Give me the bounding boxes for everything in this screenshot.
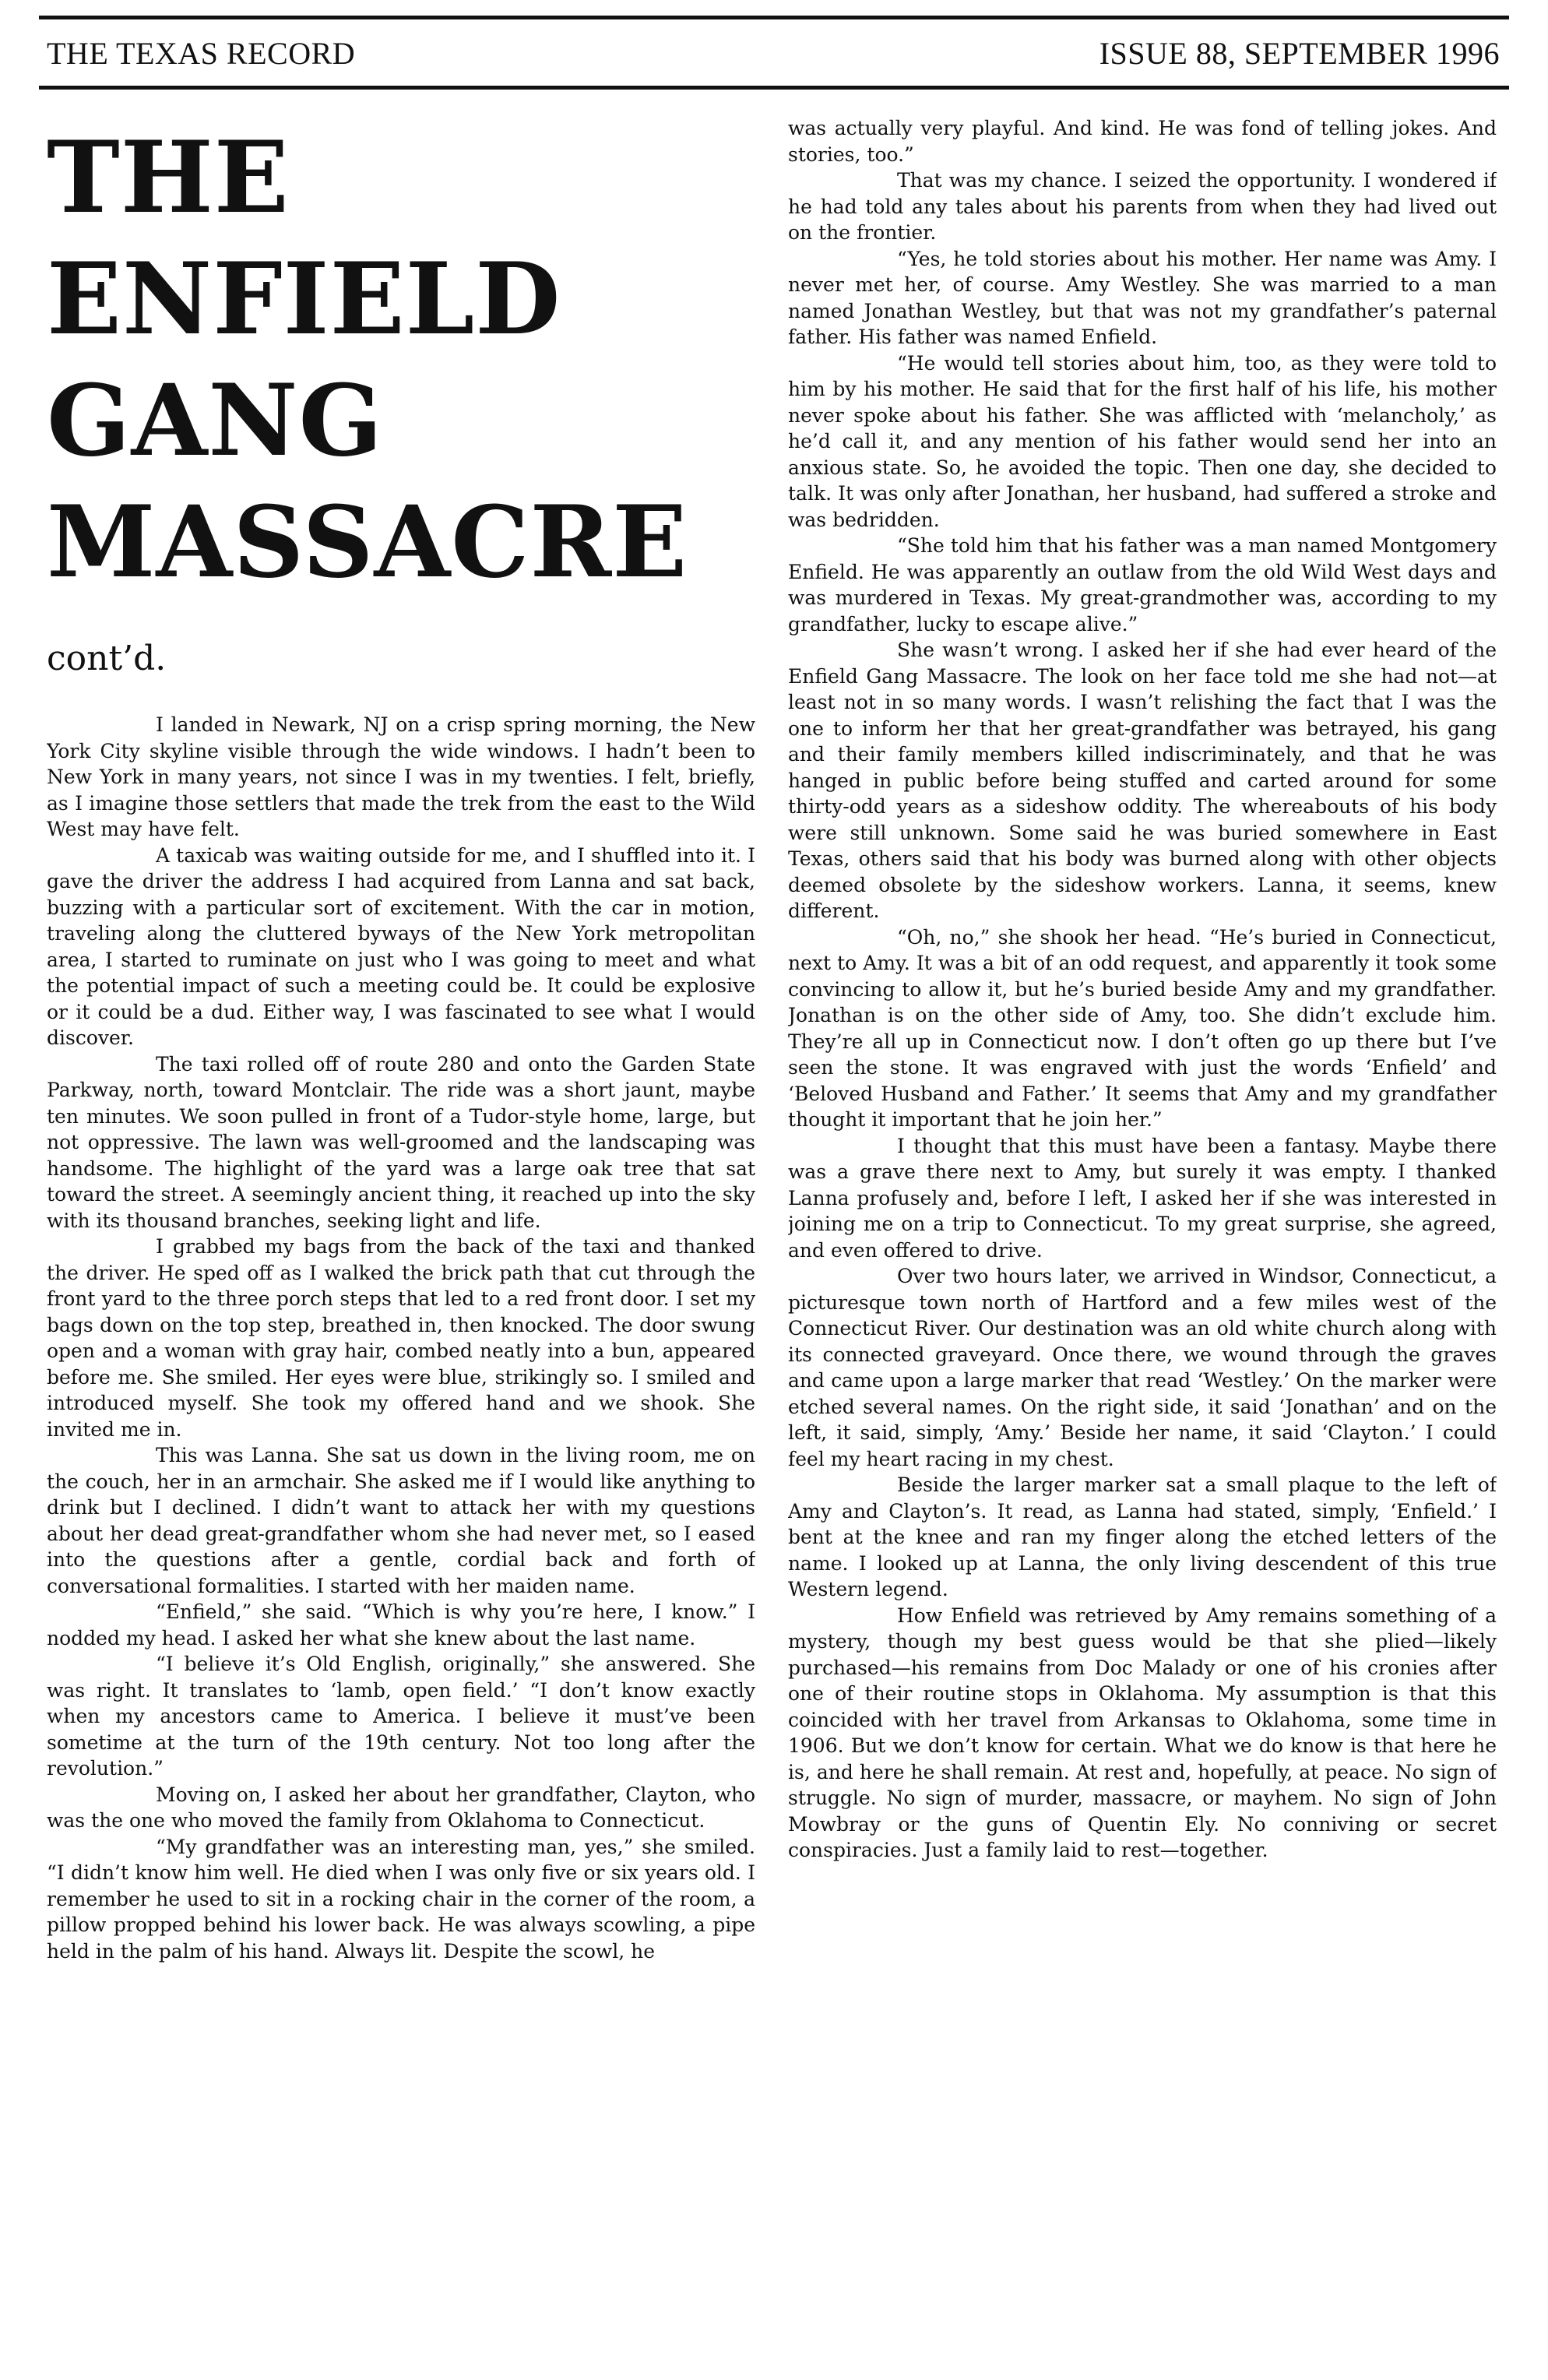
article-headline: THE ENFIELD GANG MASSACRE	[47, 120, 688, 600]
article-paragraph: She wasn’t wrong. I asked her if she had ever heard of the Enfield Gang Massacre. The look on her face told me she had not—at least not in so many words. I wasn’t relishing the fact that I was the one to inform her that her great-grandfather was betrayed, his gang and their family members killed indiscriminately, and that he was hanged in public before being stuffed and carted around for some thirty-odd years as a sideshow oddity. The whereabouts of his body were still unknown. Some said he was buried somewhere in East Texas, others said that his body was burned along with other objects deemed obsolete by the sideshow workers. Lanna, it seems, knew different.	[788, 639, 1497, 922]
article-paragraph: “She told him that his father was a man named Montgomery Enfield. He was apparently an outlaw from the old Wild West days and was murdered in Texas. My great-grandmother was, according to my grandfather, lucky to escape alive.”	[788, 534, 1497, 635]
article-paragraph: The taxi rolled off of route 280 and onto the Garden State Parkway, north, toward Montclair. The ride was a short jaunt, maybe ten minutes. We soon pulled in front of a Tudor-style home, large, but not oppressive. The lawn was well-groomed and the landscaping was handsome. The highlight of the yard was a large oak tree that sat toward the street. A seemingly ancient thing, it reached up into the sky with its thousand branches, seeking light and life.	[47, 1052, 755, 1232]
article-paragraph: “I believe it’s Old English, originally,” she answered. She was right. It translates to ‘lamb, open field.’ “I don’t know exactly when my ancestors came to America. I believe it must’ve been sometime at the turn of the 19th century. Not too long after the revolution.”	[47, 1653, 755, 1780]
article-paragraph: “Oh, no,” she shook her head. “He’s buried in Connecticut, next to Amy. It was a bit of an odd request, and apparently it took some convincing to allow it, but he’s buried beside Amy and my grandfather. Jonathan is on the other side of Amy, too. She didn’t exclude him. They’re all up in Connecticut now. I don’t often go up there but I’ve seen the stone. It was engraved with just the words ‘Enfield’ and ‘Beloved Husband and Father.’ It seems that Amy and my grandfather thought it important that he join her.”	[788, 925, 1497, 1131]
article-paragraph: “He would tell stories about him, too, as they were told to him by his mother. He said that for the first half of his life, his mother never spoke about his father. She was afflicted with ‘melancholy,’ as he’d call it, and any mention of his father would send her into an anxious state. So, he avoided the topic. Then one day, she decided to talk. It was only after Jonathan, her husband, had suffered a stroke and was bedridden.	[788, 351, 1497, 531]
article-paragraph: That was my chance. I seized the opportunity. I wondered if he had told any tales about his parents from when they had lived out on the frontier.	[788, 169, 1497, 244]
article-paragraph: “Yes, he told stories about his mother. Her name was Amy. I never met her, of course. Amy Westley. She was married to a man named Jonathan Westley, but that was not my grandfather’s paternal father. His father was named Enfield.	[788, 247, 1497, 348]
masthead	[47, 28, 1500, 78]
publication-name: THE TEXAS RECORD	[47, 35, 356, 71]
article-paragraph: I grabbed my bags from the back of the taxi and thanked the driver. He sped off as I walked the brick path that cut through the front yard to the three porch steps that led to a red front door. I set my bags down on the top step, breathed in, then knocked. The door swung open and a woman with gray hair, combed neatly into a bun, appeared before me. She smiled. Her eyes were blue, strikingly so. I smiled and introduced myself. She took my offered hand and we shook. She invited me in.	[47, 1235, 755, 1441]
article-column-right	[788, 115, 1497, 2358]
article-paragraph: Moving on, I asked her about her grandfather, Clayton, who was the one who moved the family from Oklahoma to Connecticut.	[47, 1783, 755, 1832]
continued-label: cont’d.	[47, 639, 167, 678]
masthead-top-rule	[39, 16, 1509, 19]
article-paragraph: was actually very playful. And kind. He was fond of telling jokes. And stories, too.”	[788, 117, 1497, 166]
issue-date: ISSUE 88, SEPTEMBER 1996	[1099, 35, 1500, 71]
article-paragraph: Beside the larger marker sat a small plaque to the left of Amy and Clayton’s. It read, as Lanna had stated, simply, ‘Enfield.’ I bent at the knee and ran my finger along the etched letters of the name. I looked up at Lanna, the only living descendent of this true Western legend.	[788, 1473, 1497, 1600]
article-paragraph: How Enfield was retrieved by Amy remains something of a mystery, though my best guess would be that she plied—likely purchased—his remains from Doc Malady or one of his cronies after one of their routine stops in Oklahoma. My assumption is that this coincided with her travel from Arkansas to Oklahoma, some time in 1906. But we don’t know for certain. What we do know is that here he is, and here he shall remain. At rest and, hopefully, at peace. No sign of struggle. No sign of murder, massacre, or mayhem. No sign of John Mowbray or the guns of Quentin Ely. No conniving or secret conspiracies. Just a family laid to rest—together.	[788, 1604, 1497, 1861]
article-paragraph: This was Lanna. She sat us down in the living room, me on the couch, her in an armchair. She asked me if I would like anything to drink but I declined. I didn’t want to attack her with my questions about her dead great-grandfather whom she had never met, so I eased into the questions after a gentle, cordial back and forth of conversational formalities. I started with her maiden name.	[47, 1444, 755, 1597]
article-column-left	[47, 115, 755, 2358]
article-paragraph: Over two hours later, we arrived in Windsor, Connecticut, a picturesque town north of Hartford and a few miles west of the Connecticut River. Our destination was an old white church along with its connected graveyard. Once there, we wound through the graves and came upon a large marker that read ‘Westley.’ On the marker were etched several names. On the right side, it said ‘Jonathan’ and on the left, it said, simply, ‘Amy.’ Beside her name, it said ‘Clayton.’ I could feel my heart racing in my chest.	[788, 1265, 1497, 1470]
masthead-bottom-rule	[39, 86, 1509, 90]
article-paragraph: “My grandfather was an interesting man, yes,” she smiled. “I didn’t know him well. He died when I was only five or six years old. I remember he used to sit in a rocking chair in the corner of the room, a pillow propped behind his lower back. He was always scowling, a pipe held in the palm of his hand. Always lit. Despite the scowl, he	[47, 1835, 755, 1963]
article-paragraph: A taxicab was waiting outside for me, and I shuffled into it. I gave the driver the address I had acquired from Lanna and sat back, buzzing with a particular sort of excitement. With the car in motion, traveling along the cluttered byways of the New York metropolitan area, I started to ruminate on just who I was going to meet and what the potential impact of such a meeting could be. It could be explosive or it could be a dud. Either way, I was fascinated to see what I would discover.	[47, 843, 755, 1049]
article-paragraph: I landed in Newark, NJ on a crisp spring morning, the New York City skyline visible through the wide windows. I hadn’t been to New York in many years, not since I was in my twenties. I felt, briefly, as I imagine those settlers that made the trek from the east to the Wild West may have felt.	[47, 713, 755, 840]
article-paragraph: “Enfield,” she said. “Which is why you’re here, I know.” I nodded my head. I asked her what she knew about the last name.	[47, 1600, 755, 1649]
article-paragraph: I thought that this must have been a fantasy. Maybe there was a grave there next to Amy, but surely it was empty. I thanked Lanna profusely and, before I left, I asked her if she was interested in joining me on a trip to Connecticut. To my great surprise, she agreed, and even offered to drive.	[788, 1134, 1497, 1262]
